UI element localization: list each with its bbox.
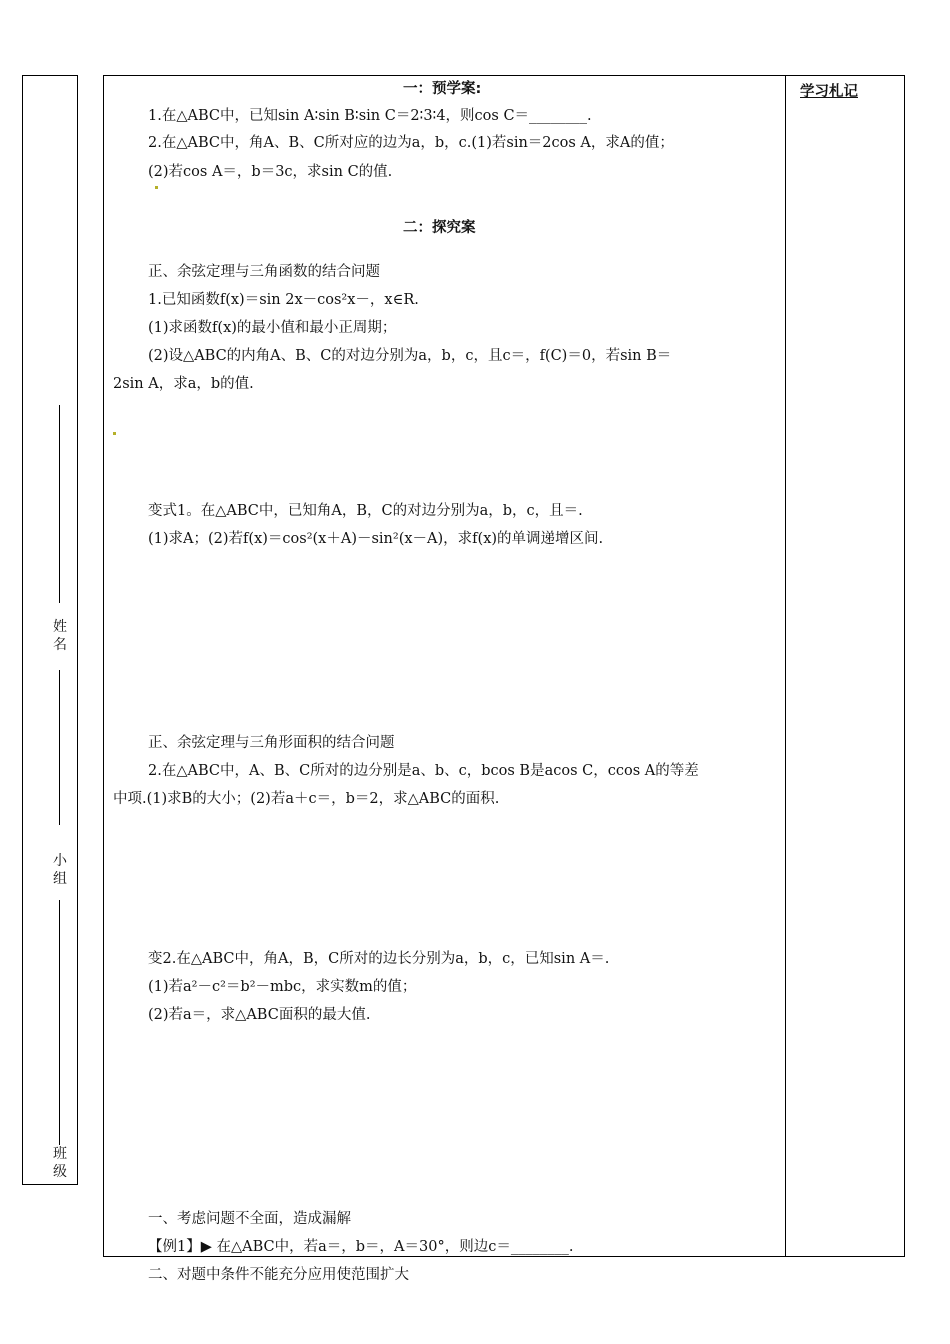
table-left-border	[103, 75, 104, 1257]
variant-1-parts: (1)求A；(2)若f(x)＝cos²(x＋A)－sin²(x－A)，求f(x)的单调递增区间.	[148, 531, 604, 547]
problem-1-part2-line1: (2)设△ABC的内角A、B、C的对边分别为a，b，c，且c＝，f(C)＝0，若sin B＝	[148, 348, 672, 364]
speck	[113, 432, 116, 435]
problem-1-part1: (1)求函数f(x)的最小值和最小正周期；	[148, 320, 397, 336]
section2-title: 二：探究案	[403, 220, 476, 236]
error-type-2: 二、对题中条件不能充分应用使范围扩大	[148, 1267, 409, 1283]
class-label: 班级	[53, 1146, 67, 1180]
question-2-part2: (2)若cos A＝，b＝3c，求sin C的值.	[148, 164, 393, 180]
group-fill-line-top	[59, 670, 60, 825]
question-1: 1.在△ABC中，已知sin A∶sin B∶sin C＝2∶3∶4，则cos C＝________.	[148, 108, 592, 124]
topic-1: 正、余弦定理与三角函数的结合问题	[148, 264, 380, 280]
notes-divider	[785, 75, 786, 1257]
table-right-border	[904, 75, 905, 1257]
problem-2-line1: 2.在△ABC中，A、B、C所对的边分别是a、b、c，bcos B是acos C，ccos A的等差	[148, 763, 699, 779]
variant-2-part2: (2)若a＝，求△ABC面积的最大值.	[148, 1007, 371, 1023]
name-label: 姓名	[53, 619, 67, 653]
side-column	[22, 75, 78, 1185]
notes-header: 学习札记	[800, 84, 858, 100]
error-type-1: 一、考虑问题不全面，造成漏解	[148, 1211, 351, 1227]
topic-2: 正、余弦定理与三角形面积的结合问题	[148, 735, 395, 751]
variant-2-part1: (1)若a²－c²＝b²－mbc，求实数m的值；	[148, 979, 417, 995]
problem-1: 1.已知函数f(x)＝sin 2x－cos²x－，x∈R.	[148, 292, 419, 308]
section1-title: 一：预学案:	[403, 81, 482, 97]
class-fill-line-top	[59, 900, 60, 1145]
problem-2-line2: 中项.(1)求B的大小；(2)若a＋c＝，b＝2，求△ABC的面积.	[113, 791, 500, 807]
problem-1-part2-line2: 2sin A，求a，b的值.	[113, 376, 254, 392]
variant-2: 变2.在△ABC中，角A，B，C所对的边长分别为a，b，c，已知sin A＝.	[148, 951, 610, 967]
example-1: 【例1】▶ 在△ABC中，若a＝，b＝，A＝30°，则边c＝________.	[148, 1239, 574, 1255]
group-label: 小组	[53, 853, 67, 887]
question-2: 2.在△ABC中，角A、B、C所对应的边为a，b，c.(1)若sin＝2cos A，求A的值；	[148, 135, 674, 151]
speck	[155, 186, 158, 189]
variant-1: 变式1。在△ABC中，已知角A，B，C的对边分别为a，b，c，且＝.	[148, 503, 583, 519]
name-fill-line-top	[59, 405, 60, 603]
table-bottom-border	[103, 1256, 905, 1257]
